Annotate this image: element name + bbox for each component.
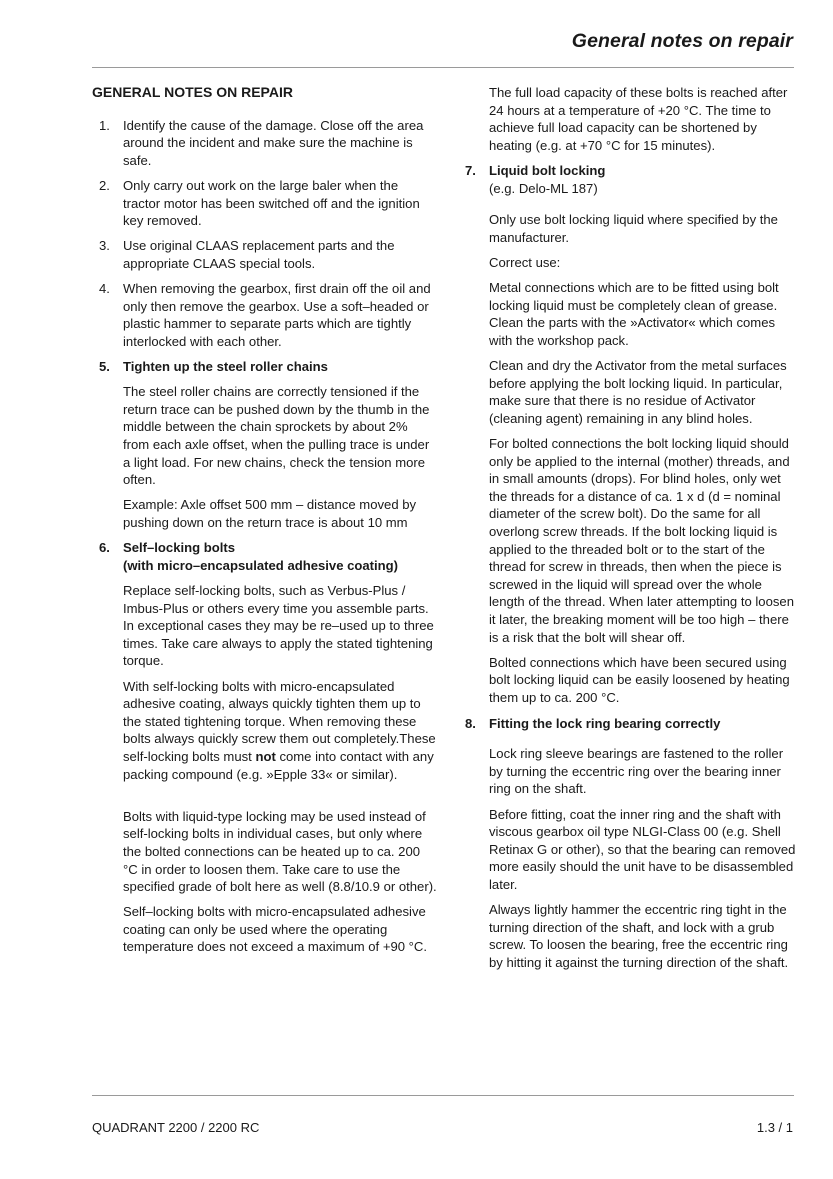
list-item-4 — [92, 280, 437, 350]
text-run: come into contact with any packing compound (e.g. »Epple 33« or similar). — [123, 748, 434, 782]
item-number: 4. — [99, 281, 110, 297]
item-number: 6. — [99, 540, 110, 556]
item-paragraph: The steel roller chains are correctly tensioned if the return trace can be pushed down by the thumb in the middle between the chain sprockets by about 2% from each axle offset, when the pulling trace is under a light load. For new chains, check the tension more often. — [123, 384, 430, 488]
item-heading: Liquid bolt locking — [489, 162, 606, 178]
item-paragraph: Bolts with liquid-type locking may be used instead of self-locking bolts in individual cases, but only where the bolted connections can be heated up to ca. 200 °C in order to loosen them. Take care to use the specified grade of bolt here as well (8.8/10.9 or other). — [123, 808, 437, 895]
left-column — [92, 84, 437, 964]
continued-paragraph — [458, 84, 798, 154]
paragraph-gap — [123, 791, 437, 808]
list-item-5 — [92, 358, 437, 532]
list-item-7 — [458, 162, 798, 707]
item-paragraph: Always lightly hammer the eccentric ring tight in the turning direction of the shaft, and lock with a grub screw. To loosen the bearing, free the eccentric ring by hitting it against the turning direction of the shaft. — [489, 902, 789, 970]
item-number: 3. — [99, 238, 110, 254]
item-paragraph: Clean and dry the Activator from the metal surfaces before applying the bolt locking liquid. In particular, make sure that there is no residue of Activator (cleaning agent) remaining in any blind holes. — [489, 358, 787, 426]
list-item-1 — [92, 117, 437, 170]
item-paragraph: Replace self-locking bolts, such as Verbus-Plus / Imbus-Plus or others every time you assemble parts. In exceptional cases they may be re–used up to three times. Take care always to apply the stated tightening torque. — [123, 583, 434, 669]
item-subheading: (e.g. Delo-ML 187) — [489, 180, 598, 196]
item-paragraph: Only use bolt locking liquid where specified by the manufacturer. — [489, 212, 778, 245]
list-item-3 — [92, 237, 437, 272]
item-paragraph: Example: Axle offset 500 mm – distance moved by pushing down on the return trace is about 10 mm — [123, 497, 417, 531]
item-heading: Fitting the lock ring bearing correctly — [489, 715, 721, 731]
item-paragraph: Correct use: — [489, 254, 561, 270]
item-heading: Self–locking bolts — [123, 540, 236, 556]
item-text: Only carry out work on the large baler when the tractor motor has been switched off and the ignition key removed. — [123, 177, 420, 229]
item-heading: Tighten up the steel roller chains — [123, 359, 328, 375]
item-number: 7. — [465, 162, 476, 178]
item-number: 2. — [99, 177, 110, 193]
right-column — [458, 84, 798, 979]
item-number: 8. — [465, 715, 476, 731]
header-divider — [92, 67, 794, 68]
page-header-title: General notes on repair — [571, 30, 793, 52]
item-paragraph: Bolted connections which have been secured using bolt locking liquid can be easily loosened by heating them up to ca. 200 °C. — [489, 654, 790, 705]
footer-model: QUADRANT 2200 / 2200 RC — [92, 1120, 260, 1135]
item-paragraph: Lock ring sleeve bearings are fastened to the roller by turning the eccentric ring over the bearing inner ring on the shaft. — [489, 746, 784, 797]
item-paragraph: Before fitting, coat the inner ring and the shaft with viscous gearbox oil type NLGI-Class 00 (e.g. Shell Retinax G or other), so that the bearing can removed more easily should the unit have to be disassembled later. — [489, 806, 796, 892]
list-item-2 — [92, 177, 437, 230]
text-run: With self-locking bolts with micro-encapsulated adhesive coating, always quickly tighten them up to the stated tightening torque. When removing these bolts always quickly screw them out completely.These self-locking bolts must — [123, 678, 436, 764]
item-text: Use original CLAAS replacement parts and the appropriate CLAAS special tools. — [123, 238, 395, 271]
item-paragraph: Metal connections which are to be fitted using bolt locking liquid must be completely clean of grease. Clean the parts with the »Activator« which comes with the workshop pack. — [489, 280, 779, 348]
section-title: GENERAL NOTES ON REPAIR — [92, 84, 293, 100]
list-item-6 — [92, 539, 437, 956]
item-paragraph: The full load capacity of these bolts is reached after 24 hours at a temperature of +20 °C. The time to achieve full load capacity can be shortened by heating (e.g. at +70 °C for 15 minutes). — [489, 85, 788, 153]
item-paragraph: Self–locking bolts with micro-encapsulated adhesive coating can only be used where the operating temperature does not exceed a maximum of +90 °C. — [123, 904, 428, 955]
emphasis-text: not — [255, 748, 276, 764]
footer-divider — [92, 1095, 794, 1096]
item-paragraph — [123, 678, 437, 784]
footer-page-number: 1.3 / 1 — [756, 1120, 793, 1135]
item-text: When removing the gearbox, first drain off the oil and only then remove the gearbox. Use a soft–headed or plastic hammer to separate parts which are tightly interlocked with each other. — [123, 281, 431, 349]
list-item-8 — [458, 715, 798, 972]
item-text: Identify the cause of the damage. Close off the area around the incident and make sure the machine is safe. — [123, 117, 424, 168]
item-number: 5. — [99, 359, 110, 375]
item-number: 1. — [99, 117, 110, 133]
item-paragraph: For bolted connections the bolt locking liquid should only be applied to the internal (mother) threads, and in small amounts (drops). For blind holes, only wet the threads for a distance of ca. 1 x d (d = nominal diameter of the screw bolt). Do the same for all overlong screw threads. If the bolt locking liquid is applied to the threaded bolt or to the start of the thread for screw in threads, then when the piece is screwed in the liquid will spread over the whole length of the thread. When later attempting to loosen it later, the breaking moment will be too high – there is a risk that the bolt will shear off. — [489, 436, 794, 645]
item-subheading: (with micro–encapsulated adhesive coating) — [123, 557, 399, 573]
